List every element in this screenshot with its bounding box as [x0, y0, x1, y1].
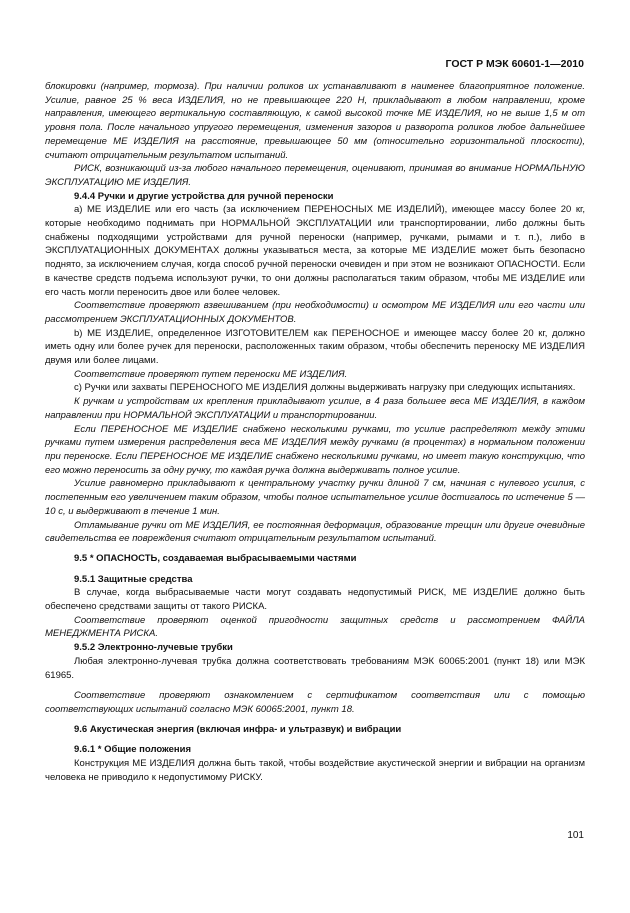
- body-paragraph: с) Ручки или захваты ПЕРЕНОСНОГО МЕ ИЗДЕЛИЯ должны выдерживать нагрузку при следующих испытаниях.: [74, 382, 576, 394]
- section-heading: 9.4.4 Ручки и другие устройства для ручной переноски: [74, 190, 334, 202]
- body-paragraph: Соответствие проверяют взвешиванием (при необходимости) и осмотром МЕ ИЗДЕЛИЯ или его части или рассмотрением ЭКСПЛУАТАЦИОННЫХ ДОКУМЕНТОВ.: [45, 300, 585, 325]
- body-paragraph: В случае, когда выбрасываемые части могут создавать недопустимый РИСК, МЕ ИЗДЕЛИЕ должно быть обеспечено средствами защиты от такого РИСКА.: [45, 587, 585, 613]
- body-paragraph: b) МЕ ИЗДЕЛИЕ, определенное ИЗГОТОВИТЕЛЕМ как ПЕРЕНОСНОЕ и имеющее массу более 20 кг, должно иметь одну или более ручек для переноски, расположенных таким образом, чтобы обеспечить переноску МЕ ИЗДЕЛИЯ двумя или более лицами.: [45, 327, 585, 367]
- section-heading: 9.5.2 Электронно-лучевые трубки: [74, 642, 233, 654]
- body-paragraph: Соответствие проверяют оценкой пригодности защитных средств и рассмотрением ФАЙЛА МЕНЕДЖМЕНТА РИСКА.: [45, 614, 585, 640]
- document-body: [45, 80, 585, 784]
- body-paragraph: РИСК, возникающий из-за любого начального перемещения, оценивают, принимая во внимание НОРМАЛЬНУЮ ЭКСПЛУАТАЦИЮ МЕ ИЗДЕЛИЯ.: [45, 163, 585, 188]
- body-paragraph: Соответствие проверяют ознакомлением с сертификатом соответствия или с помощью соответствующих испытаний согласно МЭК 60065:2001, пункт 18.: [45, 690, 585, 715]
- section-heading: 9.6 Акустическая энергия (включая инфра- и ультразвук) и вибрации: [74, 723, 402, 735]
- document-header: ГОСТ Р МЭК 60601-1—2010: [445, 58, 584, 70]
- section-heading: 9.6.1 * Общие положения: [74, 744, 192, 756]
- body-paragraph: Любая электронно-лучевая трубка должна соответствовать требованиям МЭК 60065:2001 (пункт 18) или МЭК 61965.: [45, 655, 585, 681]
- body-paragraph: Если ПЕРЕНОСНОЕ МЕ ИЗДЕЛИЕ снабжено несколькими ручками, то усилие распределяют между этими ручками путем измерения распределения веса МЕ ИЗДЕЛИЯ между ручками (в процентах) в нормальном положении при переноске. Если ПЕРЕНОСНОЕ МЕ ИЗДЕЛИЕ снабжено несколькими ручками, но имеет такую конструкцию, что его можно переносить за одну ручку, то каждая ручка должна выдерживать полное усилие.: [45, 423, 585, 476]
- body-paragraph: Отламывание ручки от МЕ ИЗДЕЛИЯ, ее постоянная деформация, образование трещин или другие очевидные свидетельства ее повреждения считают отрицательным результатом испытаний.: [45, 519, 585, 545]
- body-paragraph: блокировки (например, тормоза). При наличии роликов их устанавливают в наименее благоприятное положение. Усилие, равное 25 % веса ИЗДЕЛИЯ, но не превышающее 220 Н, прикладывают в любом направлении, кроме направления, имеющего вертикальную составляющую, к самой высокой точке МЕ ИЗДЕЛИЯ, но не выше 1,5 м от уровня пола. После начального упругого перемещения, изменения зазоров и разворота роликов любое дальнейшее перемещение МЕ ИЗДЕЛИЯ на расстояние, превышающее 50 мм (относительно горизонтальной плоскости), считают отрицательным результатом испытаний.: [45, 81, 585, 161]
- body-paragraph: Конструкция МЕ ИЗДЕЛИЯ должна быть такой, чтобы воздействие акустической энергии и вибрации на организм человека не приводило к недопустимому РИСКУ.: [45, 758, 585, 783]
- section-heading: 9.5 * ОПАСНОСТЬ, создаваемая выбрасываемыми частями: [74, 552, 357, 564]
- page-number: 101: [567, 830, 584, 841]
- body-paragraph: а) МЕ ИЗДЕЛИЕ или его часть (за исключением ПЕРЕНОСНЫХ МЕ ИЗДЕЛИЙ), имеющее массу более 20 кг, которые необходимо поднимать при НОРМАЛЬНОЙ ЭКСПЛУАТАЦИИ или транспортировании, либо должны быть снабжены подходящими устройствами для ручной переноски (например, ручками, рымами и т. п.), либо в ЭКСПЛУАТАЦИОННЫХ ДОКУМЕНТАХ должны указываться места, за которые МЕ ИЗДЕЛИЕ может быть безопасно поднято, за исключением случая, когда способ ручной переноски очевиден и при этом не возникают ОПАСНОСТИ. Если в качестве средств подъема используют ручки, то они должны располагаться таким образом, чтобы МЕ ИЗДЕЛИЕ или его часть могли переносить двое или более человек.: [45, 204, 585, 298]
- body-paragraph: Усилие равномерно прикладывают к центральному участку ручки длиной 7 см, начиная с нулевого усилия, с постепенным его увеличением таким образом, чтобы полное испытательное усилие достигалось по истечение 5 — 10 с, и выдерживают в течение 1 мин.: [45, 478, 585, 517]
- section-heading: 9.5.1 Защитные средства: [74, 573, 193, 585]
- body-paragraph: Соответствие проверяют путем переноски МЕ ИЗДЕЛИЯ.: [74, 368, 348, 380]
- body-paragraph: К ручкам и устройствам их крепления прикладывают усилие, в 4 раза большее веса МЕ ИЗДЕЛИЯ, в каждом направлении при НОРМАЛЬНОЙ ЭКСПЛУАТАЦИИ и транспортировании.: [45, 396, 585, 421]
